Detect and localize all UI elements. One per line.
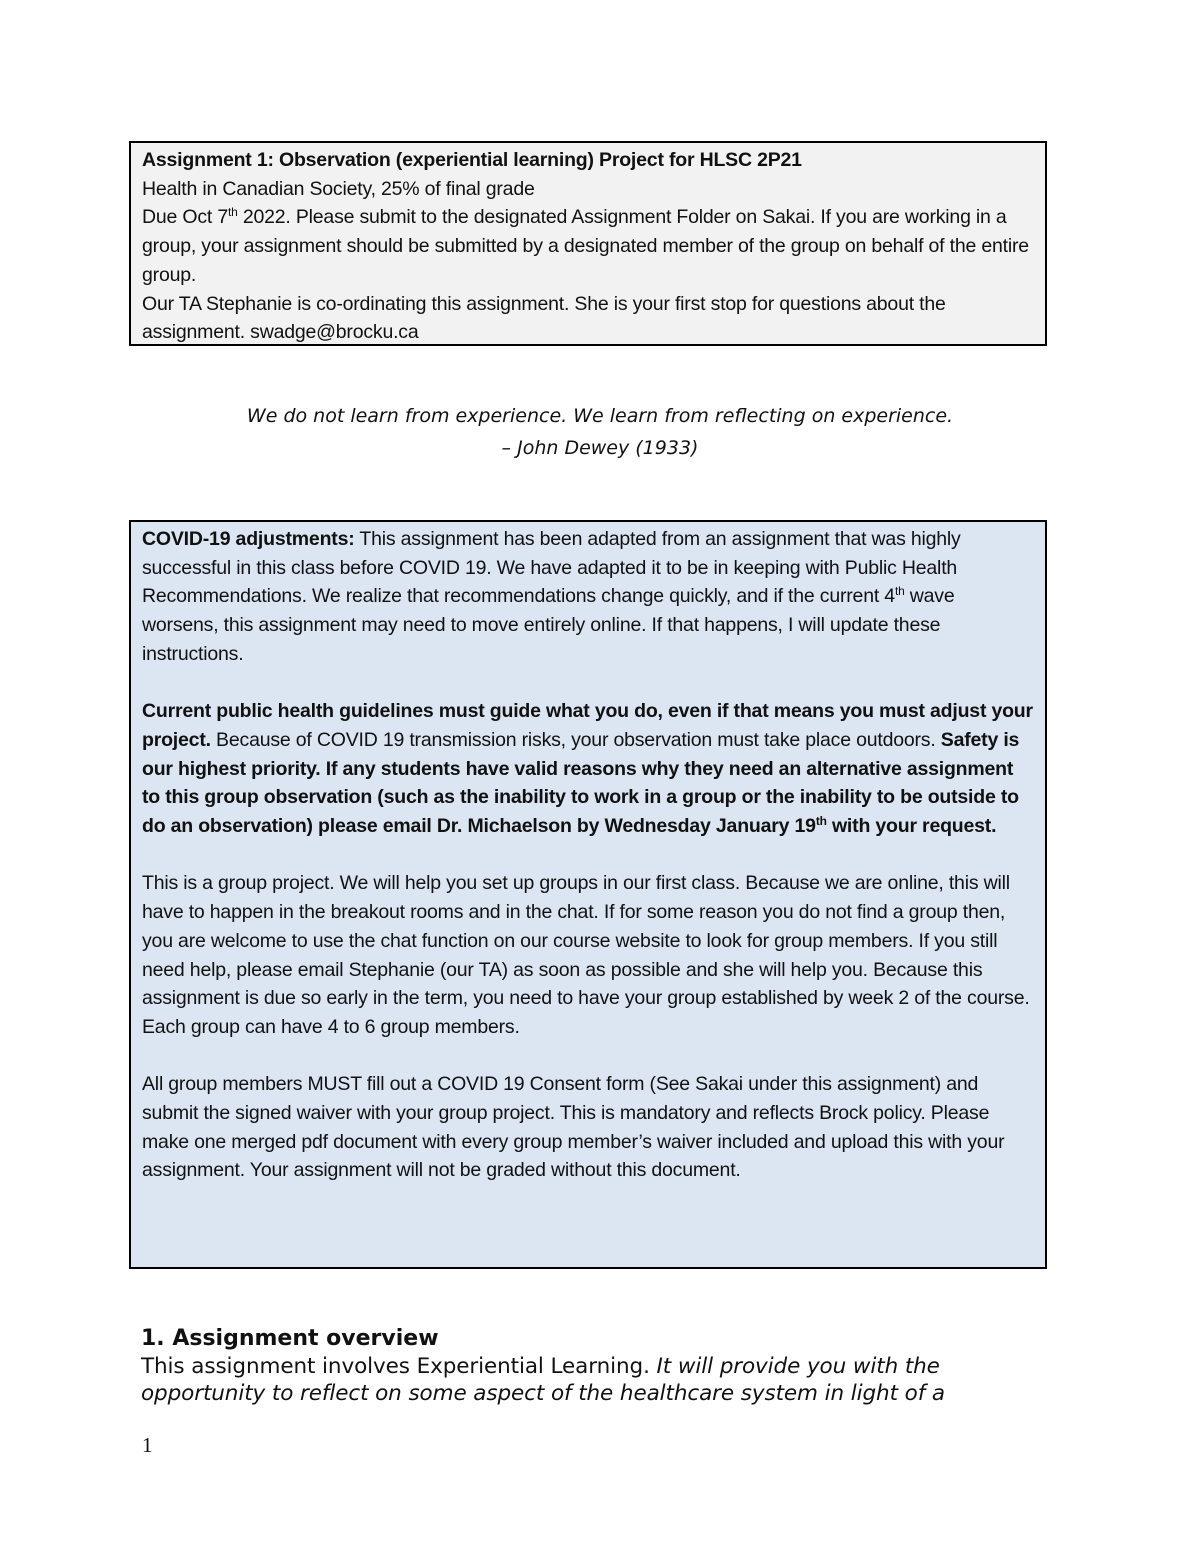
- covid-paragraph-groups: This is a group project. We will help you set up groups in our first class. Because we are online, this will have to happen in the breakout rooms and in the chat. If for some reason you do not find a group then, you are welcome to use the chat function on our course website to look for group members. If you still need help, please email Stephanie (our TA) as soon as possible and she will help you. Because this assignment is due so early in the term, you need to have your group established by week 2 of the course. Each group can have 4 to 6 group members.: [142, 872, 1030, 1038]
- assignment-header-box: [129, 141, 1047, 346]
- page-number: 1: [142, 1433, 153, 1457]
- section-heading: 1. Assignment overview: [141, 1326, 439, 1351]
- assignment-title: Assignment 1: Observation (experiential learning) Project for HLSC 2P21: [142, 149, 802, 171]
- due-date-text: Due Oct 7th 2022. Please submit to the designated Assignment Folder on Sakai. If you are working in a group, your assignment should be submitted by a designated member of the group on behalf of the entire group.: [142, 205, 1029, 286]
- covid-paragraph-guidelines: Current public health guidelines must guide what you do, even if that means you must adjust your project. Because of COVID 19 transmission risks, your observation must take place outdoors. Safety is our highest priority. If any students have valid reasons why they need an alternative assignment to this group observation (such as the inability to work in a group or the inability to be outside to do an observation) please email Dr. Michaelson by Wednesday January 19th with your request.: [142, 700, 1033, 838]
- covid-paragraph-intro: COVID-19 adjustments: This assignment has been adapted from an assignment that was highly successful in this class before COVID 19. We have adapted it to be in keeping with Public Health Recommendations. We realize that recommendations change quickly, and if the current 4th wave worsens, this assignment may need to move entirely online. If that happens, I will update these instructions.: [142, 528, 961, 665]
- course-line: Health in Canadian Society, 25% of final grade: [142, 177, 535, 200]
- covid-paragraph-consent: All group members MUST fill out a COVID 19 Consent form (See Sakai under this assignment) and submit the signed waiver with your group project. This is mandatory and reflects Brock policy. Please make one merged pdf document with every group member’s waiver included and upload this with your assignment. Your assignment will not be graded without this document.: [142, 1073, 1005, 1182]
- covid-adjustments-box: [129, 520, 1047, 1269]
- ta-contact-text: Our TA Stephanie is co-ordinating this assignment. She is your first stop for questions about the assignment. swadge@brocku.ca: [142, 292, 946, 344]
- overview-paragraph: This assignment involves Experiential Learning. It will provide you with the opportunity to reflect on some aspect of the healthcare system in light of a: [141, 1354, 945, 1406]
- quote-author: – John Dewey (1933): [501, 437, 699, 459]
- quote-text: We do not learn from experience. We learn from reflecting on experience.: [246, 405, 954, 427]
